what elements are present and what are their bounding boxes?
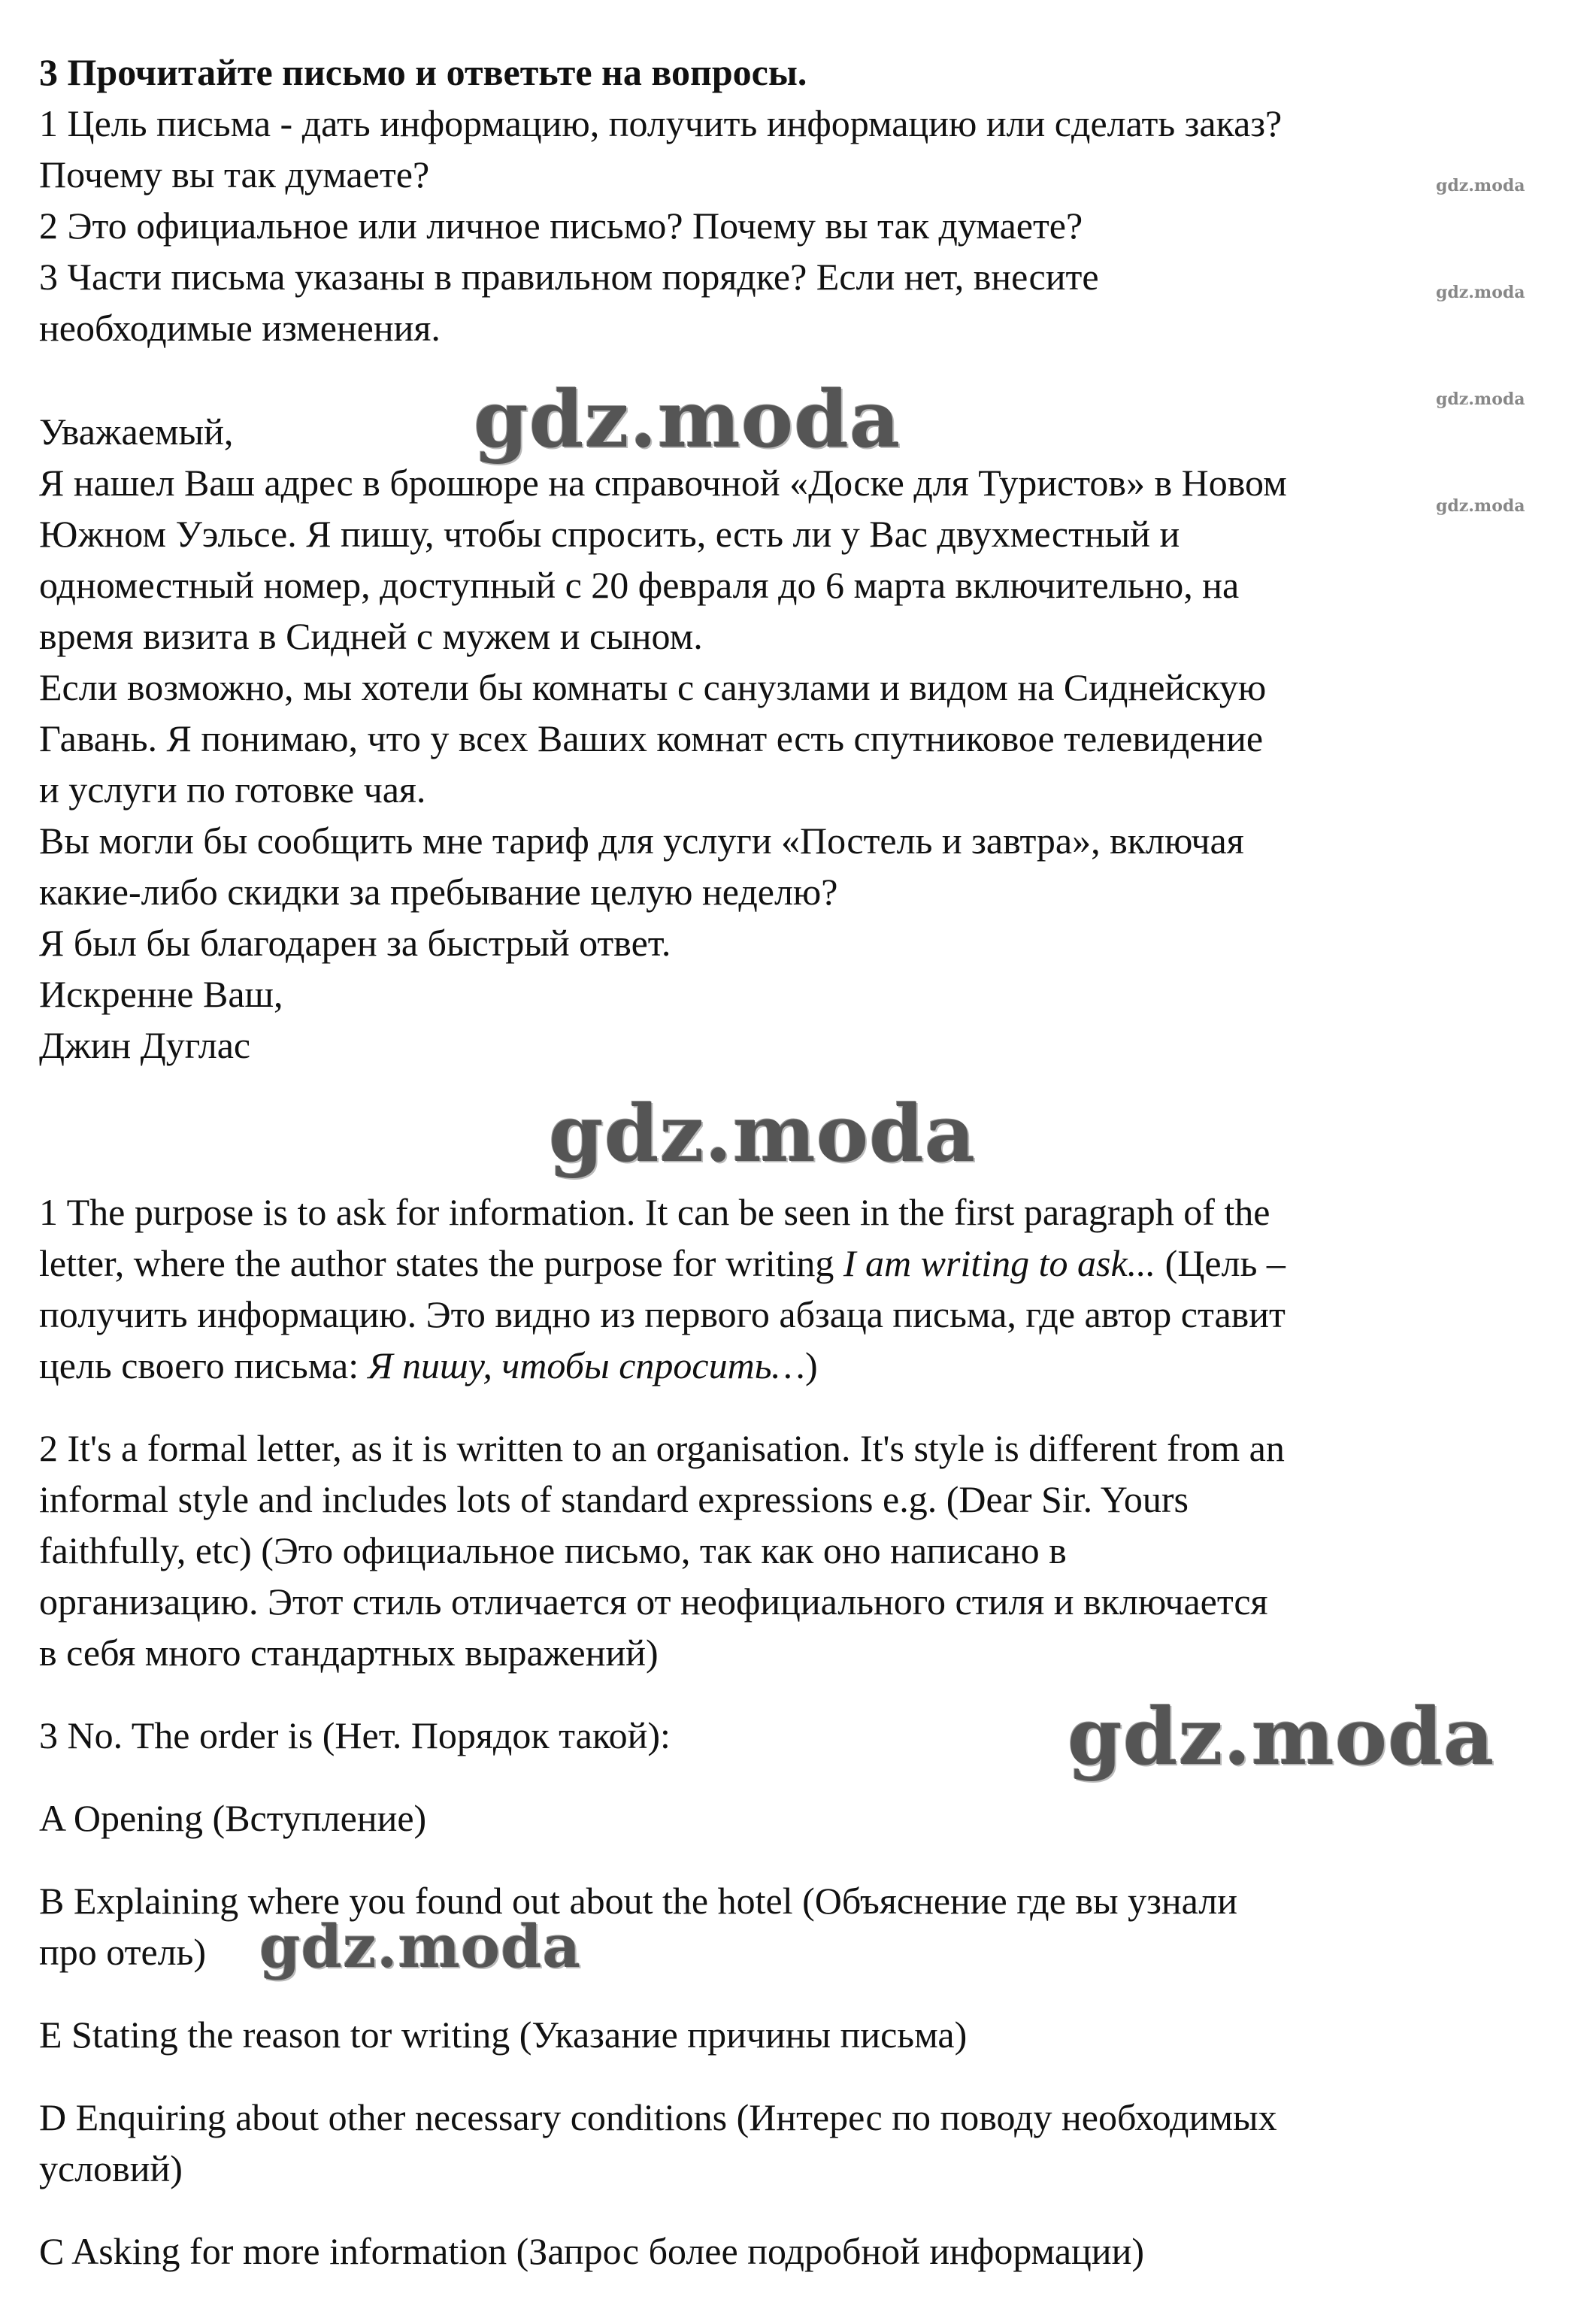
answer-1-line-4-tail: ) [804,1344,818,1386]
answer-1-line-3: получить информацию. Это видно из первого абзаца письма, где автор ставит [39,1293,1286,1335]
answer-1-line-2-tail: (Цель – [1155,1242,1286,1284]
letter-paragraph-1-line-2: Южном Уэльсе. Я пишу, чтобы спросить, есть ли у Вас двухместный и [39,513,1180,555]
answer-2-line-1: 2 It's a formal letter, as it is written to an organisation. It's style is different from an [39,1427,1285,1469]
question-3-line-1: 3 Части письма указаны в правильном порядке? Если нет, внесите [39,256,1099,298]
answer-2-line-4: организацию. Этот стиль отличается от неофициального стиля и включается [39,1580,1268,1623]
watermark-medium: gdz.moda [259,1913,582,1981]
letter-paragraph-2-line-3: и услуги по готовке чая. [39,768,426,811]
letter-paragraph-2-line-1: Если возможно, мы хотели бы комнаты с санузлами и видом на Сиднейскую [39,666,1267,708]
letter-paragraph-2-line-2: Гавань. Я понимаю, что у всех Ваших комнат есть спутниковое телевидение [39,717,1264,759]
watermark-large: gdz.moda [474,373,901,465]
order-item-b-line-2: про отель) [39,1931,207,1973]
letter-signature: Джин Дуглас [39,1024,251,1066]
watermark-small: gdz.moda [1436,283,1525,302]
question-3-line-2: необходимые изменения. [39,307,441,349]
answer-1-quote-ru: Я пишу, чтобы спросить… [368,1344,805,1386]
order-item-d-line-1: D Enquiring about other necessary conditions (Интерес по поводу необходимых [39,2096,1277,2138]
answer-1-line-1: 1 The purpose is to ask for information. It can be seen in the first paragraph of the [39,1191,1270,1233]
answer-1-line-4 [39,1340,818,1391]
answer-1-line-2-text: letter, where the author states the purpose for writing [39,1242,843,1284]
order-item-a: A Opening (Вступление) [39,1797,427,1839]
letter-paragraph-3-line-1: Вы могли бы сообщить мне тариф для услуги «Постель и завтра», включая [39,820,1244,862]
question-2: 2 Это официальное или личное письмо? Почему вы так думаете? [39,205,1083,247]
letter-closing: Искренне Ваш, [39,973,283,1015]
watermark-small: gdz.moda [1436,496,1525,516]
letter-greeting: Уважаемый, [39,411,234,453]
answer-1-quote: I am writing to ask... [843,1242,1156,1284]
answer-1-line-2 [39,1238,1286,1289]
answer-3-intro: 3 No. The order is (Нет. Порядок такой): [39,1714,671,1756]
task-title: 3 Прочитайте письмо и ответьте на вопросы. [39,51,807,93]
watermark-small: gdz.moda [1436,389,1525,409]
order-item-c: C Asking for more information (Запрос более подробной информации) [39,2230,1144,2272]
question-1-line-1: 1 Цель письма - дать информацию, получить информацию или сделать заказ? [39,102,1283,144]
answer-2-line-3: faithfully, etc) (Это официальное письмо, так как оно написано в [39,1529,1067,1571]
letter-paragraph-1-line-3: одноместный номер, доступный с 20 февраля до 6 марта включительно, на [39,564,1240,606]
watermark-small: gdz.moda [1436,176,1525,195]
letter-paragraph-1-line-1: Я нашел Ваш адрес в брошюре на справочной «Доске для Туристов» в Новом [39,462,1287,504]
order-item-d-line-2: условий) [39,2147,183,2189]
letter-paragraph-4: Я был бы благодарен за быстрый ответ. [39,922,671,964]
watermark-large: gdz.moda [549,1087,977,1180]
letter-paragraph-1-line-4: время визита в Сидней с мужем и сыном. [39,615,703,657]
order-item-b-line-1: B Explaining where you found out about the hotel (Объяснение где вы узнали [39,1880,1237,1922]
watermark-large: gdz.moda [1068,1690,1495,1783]
letter-paragraph-3-line-2: какие-либо скидки за пребывание целую неделю? [39,871,838,913]
answer-2-line-5: в себя много стандартных выражений) [39,1632,659,1674]
question-1-line-2: Почему вы так думаете? [39,153,430,195]
order-item-e: E Stating the reason tor writing (Указание причины письма) [39,2014,968,2056]
answer-1-line-4-text: цель своего письма: [39,1344,368,1386]
answer-2-line-2: informal style and includes lots of standard expressions e.g. (Dear Sir. Yours [39,1478,1189,1520]
